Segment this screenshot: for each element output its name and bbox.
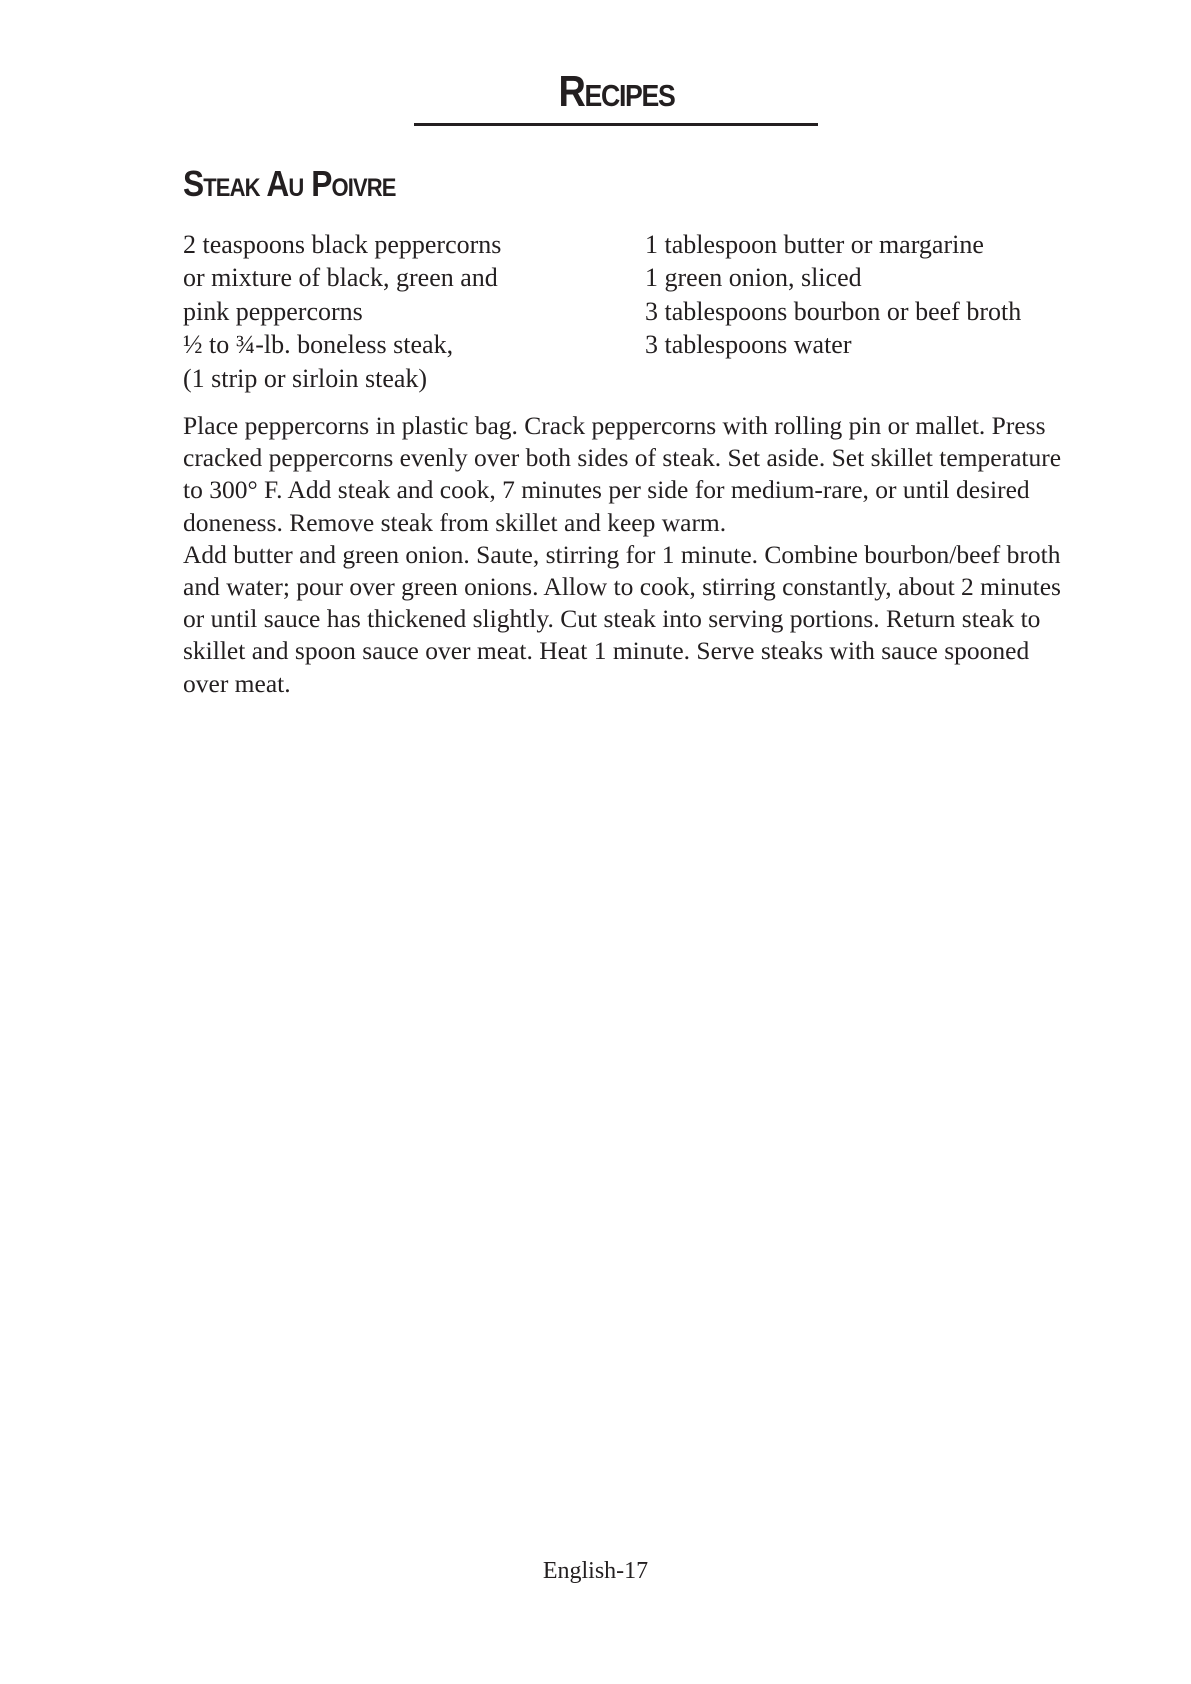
ingredients-left-column (183, 228, 563, 395)
page-title: Recipes (557, 67, 675, 116)
ingredient-line: (1 strip or sirloin steak) (183, 363, 428, 393)
ingredient-line: 1 tablespoon butter or margarine (645, 230, 984, 259)
page-number: English-17 (542, 1558, 649, 1584)
ingredient-line: or mixture of black, green and (183, 263, 498, 293)
directions-paragraph: Add butter and green onion. Saute, stirring for 1 minute. Combine bourbon/beef broth and water; pour over green onions. Allow to cook, stirring constantly, about 2 minutes or until sauce has thickened slightly. Cut steak into serving portions. Return steak to skillet and spoon sauce over meat. Heat 1 minute. Serve steaks with sauce spooned over meat. (183, 539, 1061, 698)
ingredient-line: ½ to ¾-lb. boneless steak, (183, 330, 454, 360)
directions (183, 410, 1063, 700)
ingredients-right-column (645, 228, 1065, 362)
page-header (414, 62, 818, 126)
ingredient-line: pink peppercorns (183, 296, 363, 326)
ingredient-line: 1 green onion, sliced (645, 263, 862, 293)
directions-paragraph: Place peppercorns in plastic bag. Crack peppercorns with rolling pin or mallet. Press cracked peppercorns evenly over both sides of steak. Set aside. Set skillet temperature to 300° F. Add steak and cook, 7 minutes per side for medium-rare, or until desired doneness. Remove steak from skillet and keep warm. (183, 411, 1062, 537)
recipe-title: Steak Au Poivre (183, 163, 396, 204)
ingredient-line: 3 tablespoons bourbon or beef broth (645, 296, 1022, 326)
ingredient-line: 3 tablespoons water (645, 330, 852, 360)
ingredient-line: 2 teaspoons black peppercorns (183, 230, 502, 259)
